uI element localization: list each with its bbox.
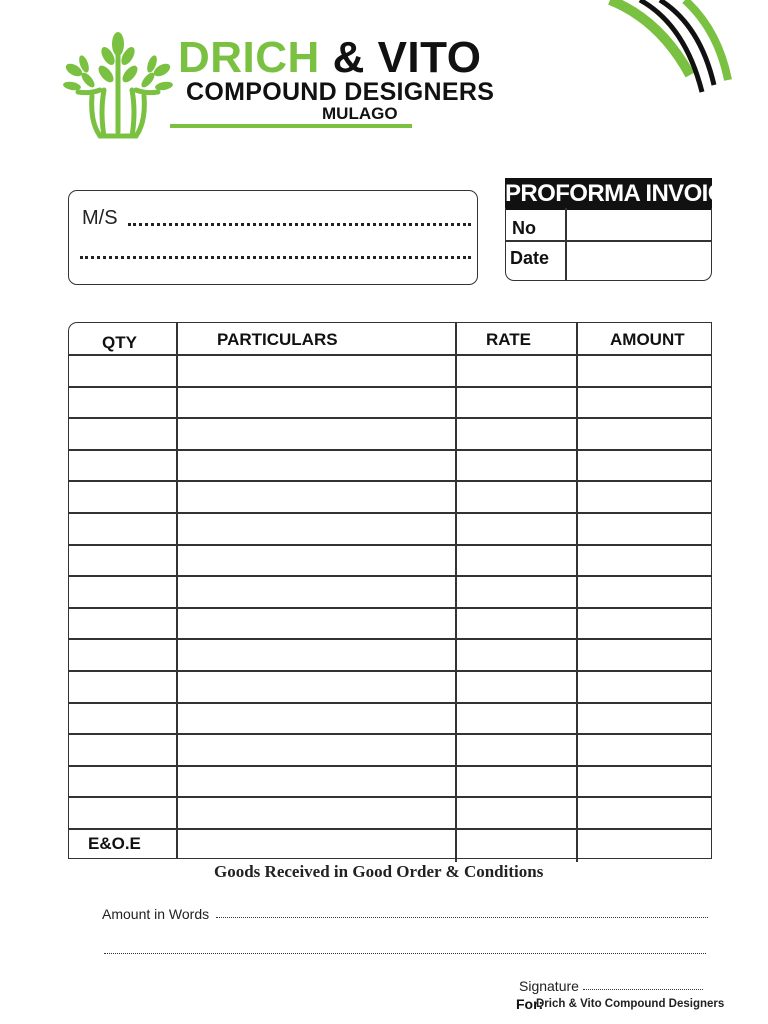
- header-amount: AMOUNT: [610, 330, 685, 349]
- table-row-line: [68, 638, 712, 640]
- brand-underline: [170, 124, 412, 128]
- table-row-line: [68, 828, 712, 830]
- table-row-line: [68, 417, 712, 419]
- goods-received-note: Goods Received in Good Order & Conditions: [214, 862, 544, 881]
- table-col-divider-qty: [176, 322, 178, 859]
- table-row-line: [68, 544, 712, 546]
- leaf-sprout-icon: [60, 32, 176, 142]
- for-label: For:: [516, 996, 544, 1012]
- header-qty: QTY: [102, 333, 137, 352]
- header-rate: RATE: [486, 330, 532, 349]
- corner-arcs-decoration: [600, 0, 768, 110]
- brand-name-part2: VITO: [377, 33, 482, 82]
- amount-in-words-label: Amount in Words: [102, 906, 210, 922]
- amount-in-words-line[interactable]: [216, 917, 708, 918]
- header-particulars: PARTICULARS: [217, 330, 338, 349]
- brand-location: MULAGO: [322, 104, 398, 123]
- table-col-divider-rate: [576, 322, 578, 862]
- table-row-line: [68, 796, 712, 798]
- customer-label: M/S: [82, 207, 118, 229]
- table-row-line: [68, 386, 712, 388]
- brand-name: [178, 33, 482, 82]
- table-row-line: [68, 733, 712, 735]
- customer-name-line[interactable]: [128, 223, 471, 226]
- proforma-box: [505, 208, 712, 281]
- table-row-line: [68, 512, 712, 514]
- table-row-line: [68, 480, 712, 482]
- eoe-label: E&O.E: [88, 834, 141, 853]
- brand-subtitle: COMPOUND DESIGNERS: [186, 78, 495, 106]
- table-row-line: [68, 449, 712, 451]
- customer-box: [68, 190, 478, 285]
- invoice-no-label: No: [512, 218, 536, 238]
- brand-name-amp: &: [332, 33, 365, 82]
- table-col-divider-particulars: [455, 322, 457, 862]
- proforma-title: PROFORMA INVOICE: [505, 178, 712, 210]
- items-table: [68, 322, 712, 859]
- proforma-divider-horizontal: [505, 240, 712, 242]
- brand-name-part1: DRICH: [178, 33, 320, 82]
- table-row-line: [68, 702, 712, 704]
- table-row-line: [68, 354, 712, 356]
- signature-label: Signature: [519, 978, 579, 994]
- proforma-divider-vertical: [565, 208, 567, 281]
- table-row-line: [68, 575, 712, 577]
- invoice-date-label: Date: [510, 248, 550, 268]
- customer-address-line[interactable]: [80, 256, 471, 259]
- for-company-name: Drich & Vito Compound Designers: [536, 998, 725, 1010]
- table-row-line: [68, 607, 712, 609]
- table-row-line: [68, 670, 712, 672]
- table-row-line: [68, 765, 712, 767]
- amount-in-words-line-2[interactable]: [104, 953, 706, 954]
- signature-line[interactable]: [583, 989, 703, 990]
